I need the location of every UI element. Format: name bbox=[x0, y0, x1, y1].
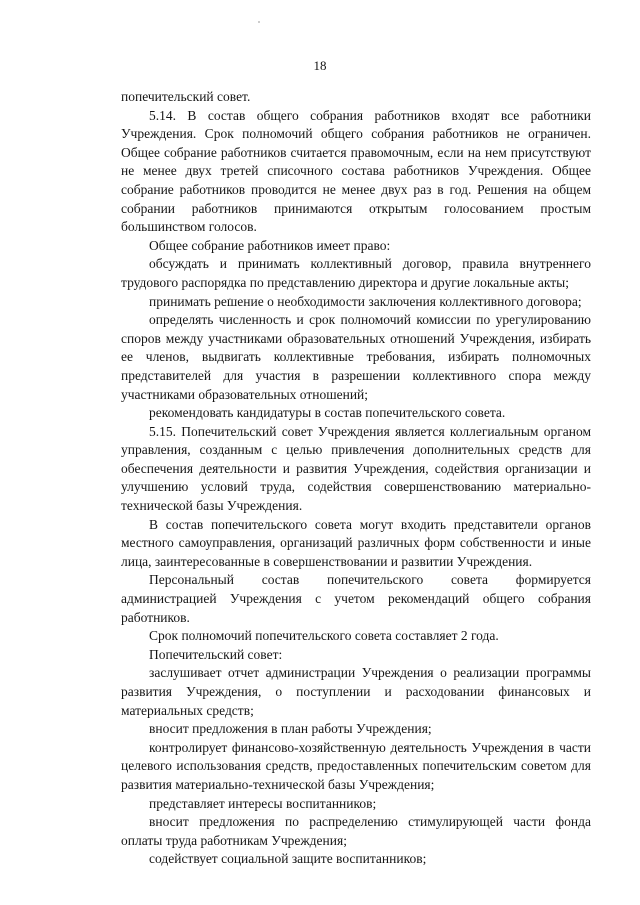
paragraph: представляет интересы воспитанников; bbox=[149, 795, 377, 811]
paragraph: В состав попечительского совета могут входить представители органов местного самоуправления, организаций различных форм собственности и иные лица, заинтересованные в совершенствовании и развитии Учреждения. bbox=[121, 516, 591, 569]
paragraph: Общее собрание работников имеет право: bbox=[149, 237, 391, 253]
paragraph: принимать решение о необходимости заключения коллективного договора; bbox=[149, 293, 582, 309]
paragraph: содействует социальной защите воспитанников; bbox=[149, 851, 427, 867]
paragraph: Персональный состав попечительского совета формируется администрацией Учреждения с учетом рекомендаций общего собрания работников. bbox=[121, 572, 591, 625]
page-number: 18 bbox=[313, 58, 327, 73]
paragraph: контролирует финансово-хозяйственную деятельность Учреждения в части целевого использования средств, предоставленных попечительским советом для развития материально-технической базы Учреждения; bbox=[121, 739, 591, 792]
paragraph: попечительский совет. bbox=[121, 89, 251, 104]
paragraph: вносит предложения в план работы Учреждения; bbox=[149, 721, 432, 737]
paragraph: рекомендовать кандидатуры в состав попечительского совета. bbox=[149, 405, 506, 421]
document-body bbox=[121, 88, 591, 869]
paragraph: Попечительский совет: bbox=[149, 646, 283, 662]
paragraph: обсуждать и принимать коллективный договор, правила внутреннего трудового распорядка по представлению директора и другие локальные акты; bbox=[121, 256, 591, 290]
scan-speck bbox=[258, 21, 260, 23]
paragraph: определять численность и срок полномочий комиссии по урегулированию споров между участниками образовательных отношений Учреждения, избирать ее членов, выдвигать коллективные требования, избирать полномочных представителей для участия в разрешении коллективного спора между участниками образовательных отношений; bbox=[121, 312, 591, 402]
paragraph: вносит предложения по распределению стимулирующей части фонда оплаты труда работникам Учреждения; bbox=[121, 814, 591, 848]
paragraph: заслушивает отчет администрации Учреждения о реализации программы развития Учреждения, о поступлении и расходовании финансовых и материальных средств; bbox=[121, 665, 591, 718]
paragraph: 5.15. Попечительский совет Учреждения является коллегиальным органом управления, созданным с целью привлечения дополнительных средств для обеспечения деятельности и развития Учреждения, содействия организации и улучшению условий труда, содействия совершенствованию материально-технической базы Учреждения. bbox=[121, 423, 591, 514]
paragraph: Срок полномочий попечительского совета составляет 2 года. bbox=[149, 628, 499, 644]
paragraph: 5.14. В состав общего собрания работников входят все работники Учреждения. Срок полномочий общего собрания работников не ограничен. Общее собрание работников считается правомочным, если на нем присутствуют не менее двух третей списочного состава работников Учреждения. Общее собрание работников проводится не менее двух раз в год. Решения на общем собрании работников принимаются открытым голосованием простым большинством голосов. bbox=[121, 107, 591, 235]
